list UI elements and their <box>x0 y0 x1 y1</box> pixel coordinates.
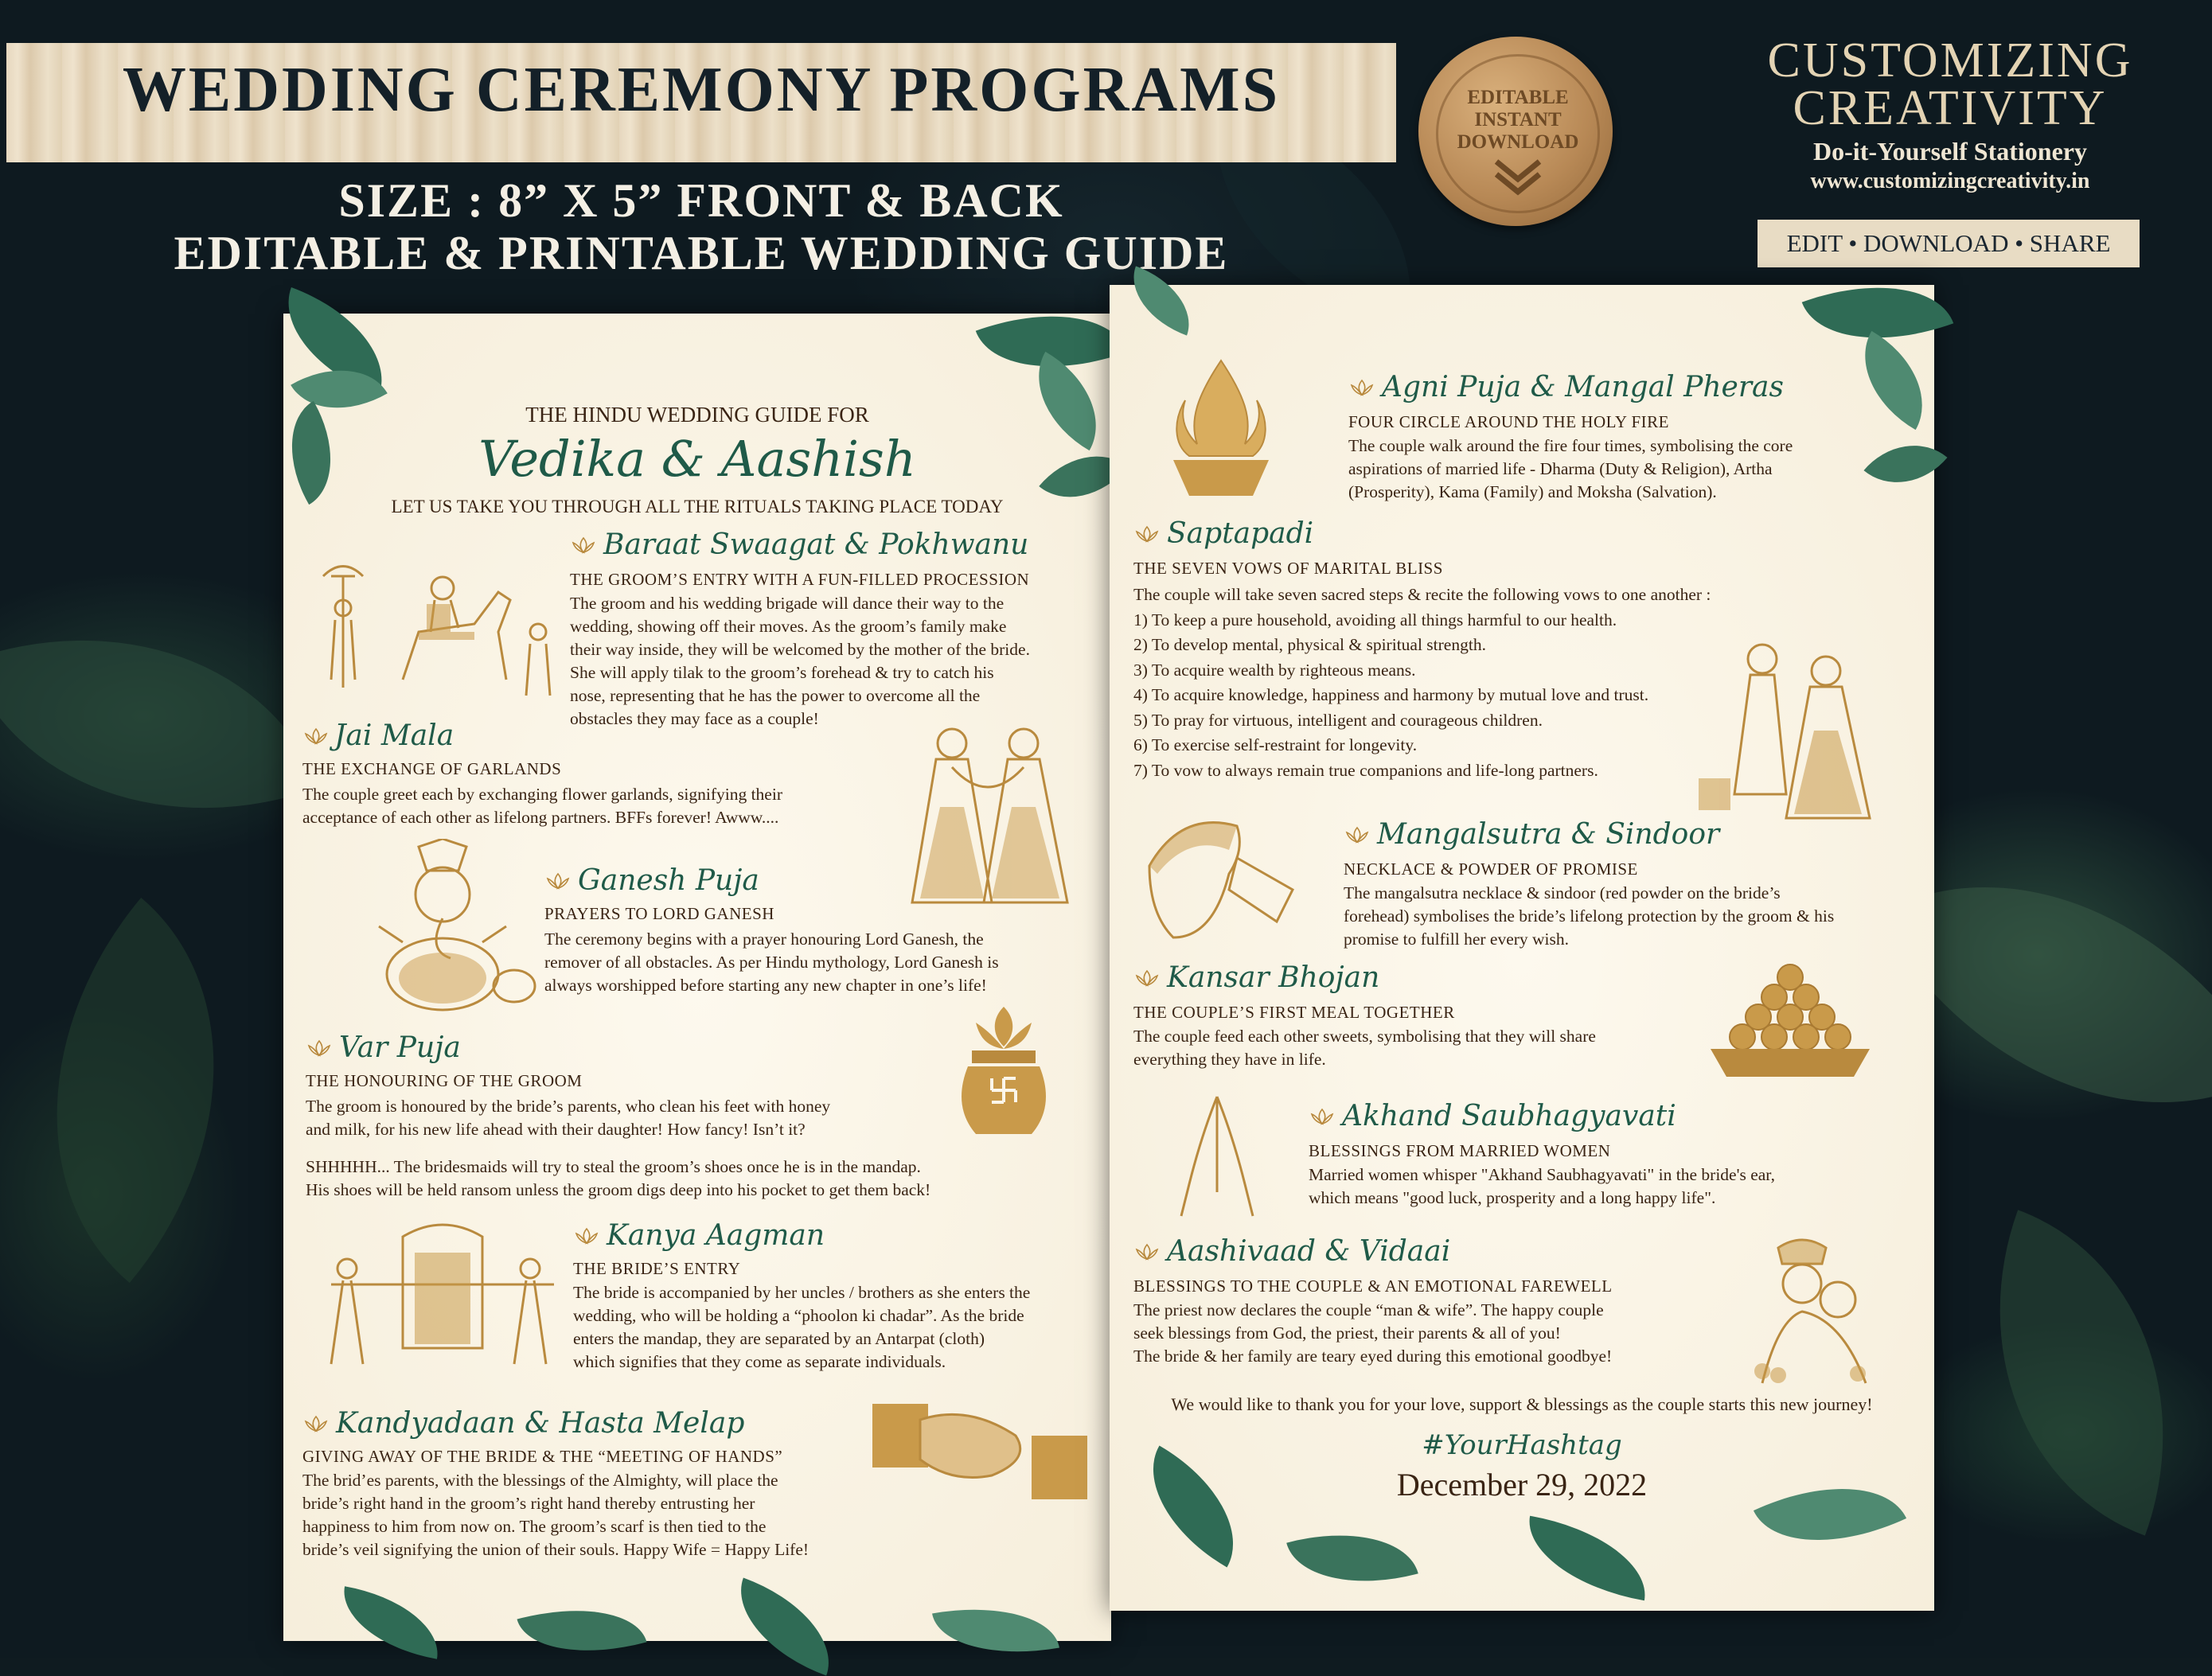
palanquin-illustration <box>323 1213 562 1372</box>
saptapadi-couple-illustration <box>1691 635 1882 826</box>
lotus-icon <box>1133 969 1161 987</box>
lotus-icon <box>306 1039 333 1057</box>
lotus-icon <box>1344 826 1371 844</box>
chevron-down-icon <box>1490 157 1546 197</box>
section-body-akhand: Married women whisper "Akhand Saubhagyavati" in the bride's ear, which means "good luck, prosperity and a long happy life". <box>1309 1165 1775 1207</box>
leaf-decoration <box>517 1588 646 1673</box>
section-body-jaimala: The couple greet each by exchanging flower garlands, signifying their acceptance of each other as lifelong partners. BFFs forever! Awww.... <box>302 785 782 827</box>
lotus-icon <box>1133 525 1161 543</box>
section-title-ganesh: Ganesh Puja <box>578 864 759 897</box>
section-title-akhand: Akhand Saubhagyavati <box>1342 1100 1676 1132</box>
section-subtitle-akhand: BLESSINGS FROM MARRIED WOMEN <box>1309 1141 1611 1160</box>
page-title: WEDDING CEREMONY PROGRAMS <box>122 55 1281 125</box>
section-title-kansar: Kansar Bhojan <box>1167 961 1380 994</box>
section-title-vidaai: Aashivaad & Vidaai <box>1167 1235 1451 1268</box>
guide-for-heading: THE HINDU WEDDING GUIDE FOR <box>525 403 869 427</box>
section-title-kanya: Kanya Aagman <box>607 1219 825 1252</box>
thanks-message: We would like to thank you for your love, support & blessings as the couple starts this new journey! <box>1171 1394 1873 1414</box>
section-extra-varpuja: SHHHHH... The bridesmaids will try to steal the groom’s shoes once he is in the mandap. His shoes will be held ransom unless the groom digs deep into his pocket to get them back! <box>306 1157 931 1199</box>
wax-seal <box>1418 37 1613 226</box>
size-line: SIZE : 8” X 5” FRONT & BACK <box>338 174 1064 227</box>
sweets-plate-illustration <box>1699 961 1882 1081</box>
actions-badge: EDIT • DOWNLOAD • SHARE <box>1758 220 2140 267</box>
section-body-mangalsutra: The mangalsutra necklace & sindoor (red powder on the bride’s forehead) symbolises the bride’s lifelong protection by the groom & his promise to fulfill her every wish. <box>1344 883 1835 949</box>
brand-tagline: Do-it-Yourself Stationery <box>1813 137 2087 166</box>
section-subtitle-agni: FOUR CIRCLE AROUND THE HOLY FIRE <box>1348 412 1670 431</box>
brand-url[interactable]: www.customizingcreativity.in <box>1810 169 2090 193</box>
holy-fire-illustration <box>1165 357 1277 500</box>
program-card-front <box>283 314 1111 1641</box>
baraat-procession-illustration <box>307 544 562 711</box>
leaf-decoration <box>1286 1512 1418 1604</box>
leaf-decoration <box>1519 1516 1655 1601</box>
hands-illustration <box>872 1388 1087 1507</box>
program-card-back <box>1110 285 1934 1611</box>
leaf-decoration <box>1124 1446 1263 1568</box>
seal-text-3: DOWNLOAD <box>1457 131 1579 153</box>
lotus-icon <box>544 872 572 890</box>
sindoor-illustration <box>1133 802 1309 953</box>
brand-name-2: CREATIVITY <box>1793 81 2108 135</box>
section-subtitle-kanyadaan: GIVING AWAY OF THE BRIDE & THE “MEETING OF HANDS” <box>302 1447 783 1466</box>
brand-name-1: CUSTOMIZING <box>1767 33 2133 88</box>
section-subtitle-kanya: THE BRIDE’S ENTRY <box>573 1259 741 1278</box>
lotus-icon <box>570 536 597 554</box>
section-title-agni: Agni Puja & Mangal Pheras <box>1382 371 1784 403</box>
intro-line: LET US TAKE YOU THROUGH ALL THE RITUALS TAKING PLACE TODAY <box>391 497 1004 516</box>
leaf-decoration <box>722 1577 849 1675</box>
vidaai-couple-illustration <box>1730 1232 1890 1391</box>
seal-text-1: EDITABLE <box>1467 87 1569 108</box>
section-body-kanyadaan: The brid’es parents, with the blessings of the Almighty, will place the bride’s right hand in the groom’s right hand thereby entrusting her happiness to him from now on. The groom’s scarf is then tied to the bride’s veil signifying the union of their souls. Happy Wife = Happy Life! <box>302 1471 810 1559</box>
wedding-date: December 29, 2022 <box>1396 1467 1648 1503</box>
section-subtitle-kansar: THE COUPLE’S FIRST MEAL TOGETHER <box>1133 1003 1455 1022</box>
couple-names: Vedika & Aashish <box>478 430 916 488</box>
section-title-baraat: Baraat Swaagat & Pokhwanu <box>603 528 1029 561</box>
seal-ring <box>1436 54 1600 213</box>
kalash-illustration <box>944 1003 1063 1146</box>
section-body-kanya: The bride is accompanied by her uncles / brothers as she enters the wedding, who will be holding a “phoolon ki chadar”. As the bride enters the mandap, they are separated by an Antarpat (cloth) which signifies that they come as separate individuals. <box>573 1283 1031 1371</box>
seal-text-2: INSTANT <box>1474 109 1562 131</box>
section-subtitle-ganesh: PRAYERS TO LORD GANESH <box>544 904 774 923</box>
section-body-kansar: The couple feed each other sweets, symbolising that they will share everything they have in life. <box>1133 1027 1596 1069</box>
lotus-icon <box>302 1415 330 1432</box>
lotus-icon <box>573 1227 600 1245</box>
section-subtitle-baraat: THE GROOM’S ENTRY WITH A FUN-FILLED PROCESSION <box>570 570 1030 589</box>
hashtag: #YourHashtag <box>1422 1429 1622 1461</box>
section-title-jaimala: Jai Mala <box>334 719 454 752</box>
jaimala-couple-illustration <box>896 711 1079 910</box>
guide-line: EDITABLE & PRINTABLE WEDDING GUIDE <box>174 227 1229 279</box>
section-subtitle-jaimala: THE EXCHANGE OF GARLANDS <box>302 759 562 778</box>
section-body-agni: The couple walk around the fire four times, symbolising the core aspirations of married life - Dharma (Duty & Religion), Artha (Prosperity), Kama (Family) and Moksha (Salvation). <box>1348 436 1793 501</box>
section-body-baraat: The groom and his wedding brigade will dance their way to the wedding, showing off their moves. As the groom’s family make their way inside, they will be welcomed by the mother of the bride. She will apply tilak to the groom’s forehead & try to catch his nose, representing that he has the power to overcome all the obstacles they may face as a couple! <box>570 594 1030 728</box>
section-body-saptapadi: The couple will take seven sacred steps & recite the following vows to one another : 1) To keep a pure household, avoiding all things harmful to our health. 2) To develop mental, physical & spiritual strength. 3) To acquire wealth by righteous means. 4) To acquire knowledge, happiness and harmony by mutual love and trust. 5) To pray for virtuous, intelligent and courageous children. 6) To exercise self-restraint for longevity. 7) To vow to always remain true companions and life-long partners. <box>1133 585 1711 780</box>
lotus-icon <box>1309 1108 1336 1125</box>
section-title-saptapadi: Saptapadi <box>1167 517 1314 550</box>
lotus-icon <box>1133 1243 1161 1261</box>
lotus-icon <box>1348 379 1375 396</box>
section-title-varpuja: Var Puja <box>339 1031 461 1064</box>
section-subtitle-varpuja: THE HONOURING OF THE GROOM <box>306 1071 583 1090</box>
leaf-decoration <box>1839 331 1947 430</box>
section-body-ganesh: The ceremony begins with a prayer honouring Lord Ganesh, the remover of all obstacles. As per Hindu mythology, Lord Ganesh is always worshipped before starting any new chapter in one’s life! <box>544 930 999 995</box>
section-title-kanyadaan: Kandyadaan & Hasta Melap <box>336 1407 745 1440</box>
section-title-mangalsutra: Mangalsutra & Sindoor <box>1377 818 1720 851</box>
section-body-varpuja: The groom is honoured by the bride’s parents, who clean his feet with honey and milk, for his new life ahead with their daughter! How fancy! Isn’t it? <box>306 1097 831 1139</box>
section-body-vidaai: The priest now declares the couple “man & wife”. The happy couple seek blessings from God, the priest, their parents & all of you! The bride & her family are teary eyed during this emotional goodbye! <box>1133 1300 1613 1366</box>
lotus-icon <box>302 727 330 745</box>
namaste-hands-illustration <box>1173 1089 1261 1224</box>
section-subtitle-mangalsutra: NECKLACE & POWDER OF PROMISE <box>1344 859 1638 879</box>
section-subtitle-saptapadi: THE SEVEN VOWS OF MARITAL BLISS <box>1133 559 1443 578</box>
section-subtitle-vidaai: BLESSINGS TO THE COUPLE & AN EMOTIONAL FAREWELL <box>1133 1276 1613 1296</box>
ganesh-illustration <box>347 839 538 1022</box>
